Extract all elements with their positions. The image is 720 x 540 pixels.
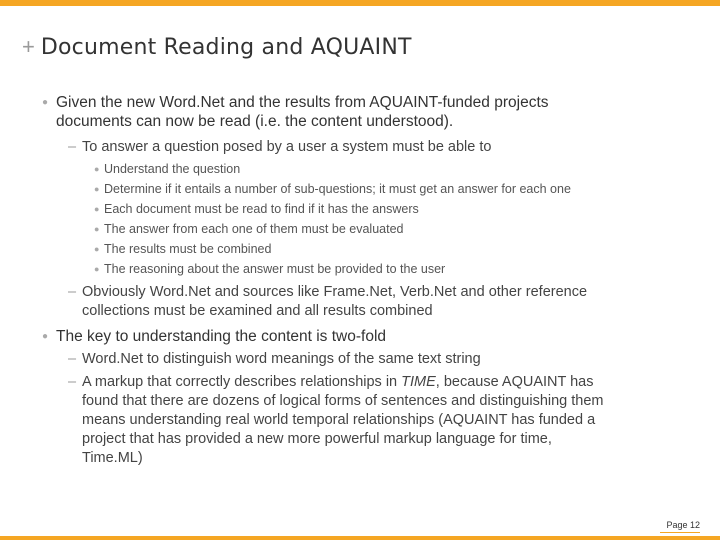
bullet-level3 (94, 261, 446, 277)
bullet-text-line: documents can now be read (i.e. the content understood). (56, 113, 454, 130)
bullet-dot-icon: ● (94, 164, 100, 174)
bullet-level2 (68, 373, 702, 468)
dash-icon: – (68, 139, 77, 155)
bullet-dot-icon: ● (94, 264, 100, 274)
dash-icon: – (68, 351, 77, 367)
bullet-text-line: Understand the question (104, 162, 241, 176)
bullet-text-line: collections must be examined and all results combined (82, 303, 433, 319)
bullet-text-line (82, 373, 702, 392)
dash-icon: – (68, 374, 77, 390)
dash-icon: – (68, 284, 77, 300)
bullet-dot-icon: ● (94, 244, 100, 254)
bullet-dot-icon: ● (94, 224, 100, 234)
bullet-text-line: project that has provided a new more powerful markup language for time, (82, 431, 552, 447)
bottom-accent-bar (0, 536, 720, 540)
plus-icon: + (22, 34, 35, 59)
text-run: , because AQUAINT has (435, 374, 594, 390)
text-run: A markup that correctly describes relationships in (82, 374, 402, 390)
bullet-dot-icon: ● (94, 204, 100, 214)
bullet-dot-icon: ● (42, 331, 49, 342)
bullet-text-line: Given the new Word.Net and the results from AQUAINT-funded projects (56, 94, 549, 111)
top-accent-bar (0, 0, 720, 6)
bullet-dot-icon: ● (42, 97, 49, 108)
bullet-text-line: To answer a question posed by a user a system must be able to (82, 139, 492, 155)
bullet-level2 (68, 138, 702, 157)
bullet-text-line: means understanding real world temporal relationships (AQUAINT has funded a (82, 412, 596, 428)
bullet-level2 (68, 283, 702, 321)
bullet-level3 (94, 221, 404, 237)
bullet-text-line: Time.ML) (82, 450, 143, 466)
bullet-text-line: Obviously Word.Net and sources like Frame.Net, Verb.Net and other reference (82, 284, 588, 300)
bullet-level3 (94, 201, 419, 217)
bullet-level3 (94, 181, 571, 197)
slide-header (22, 36, 412, 59)
bullet-text-line: Each document must be read to find if it has the answers (104, 202, 419, 216)
bullet-level1 (42, 93, 696, 131)
slide-title: Document Reading and AQUAINT (40, 35, 412, 60)
page-number: Page 12 (666, 520, 700, 530)
bullet-text-line: The answer from each one of them must be evaluated (104, 222, 404, 236)
bullet-text-line: The reasoning about the answer must be provided to the user (104, 262, 446, 276)
bullet-text-line: The key to understanding the content is two-fold (56, 328, 387, 345)
page-number-underline (660, 532, 700, 533)
bullet-level3 (94, 241, 272, 257)
bullet-text-line: Word.Net to distinguish word meanings of the same text string (82, 351, 481, 367)
bullet-level2 (68, 350, 702, 369)
bullet-dot-icon: ● (94, 184, 100, 194)
bullet-level1 (42, 327, 696, 346)
emphasis-text: TIME (401, 374, 436, 390)
bullet-level3 (94, 161, 241, 177)
bullet-text-line: Determine if it entails a number of sub-questions; it must get an answer for each one (104, 182, 571, 196)
bullet-text-line: found that there are dozens of logical forms of sentences and distinguishing them (82, 393, 604, 409)
bullet-text-line: The results must be combined (104, 242, 272, 256)
